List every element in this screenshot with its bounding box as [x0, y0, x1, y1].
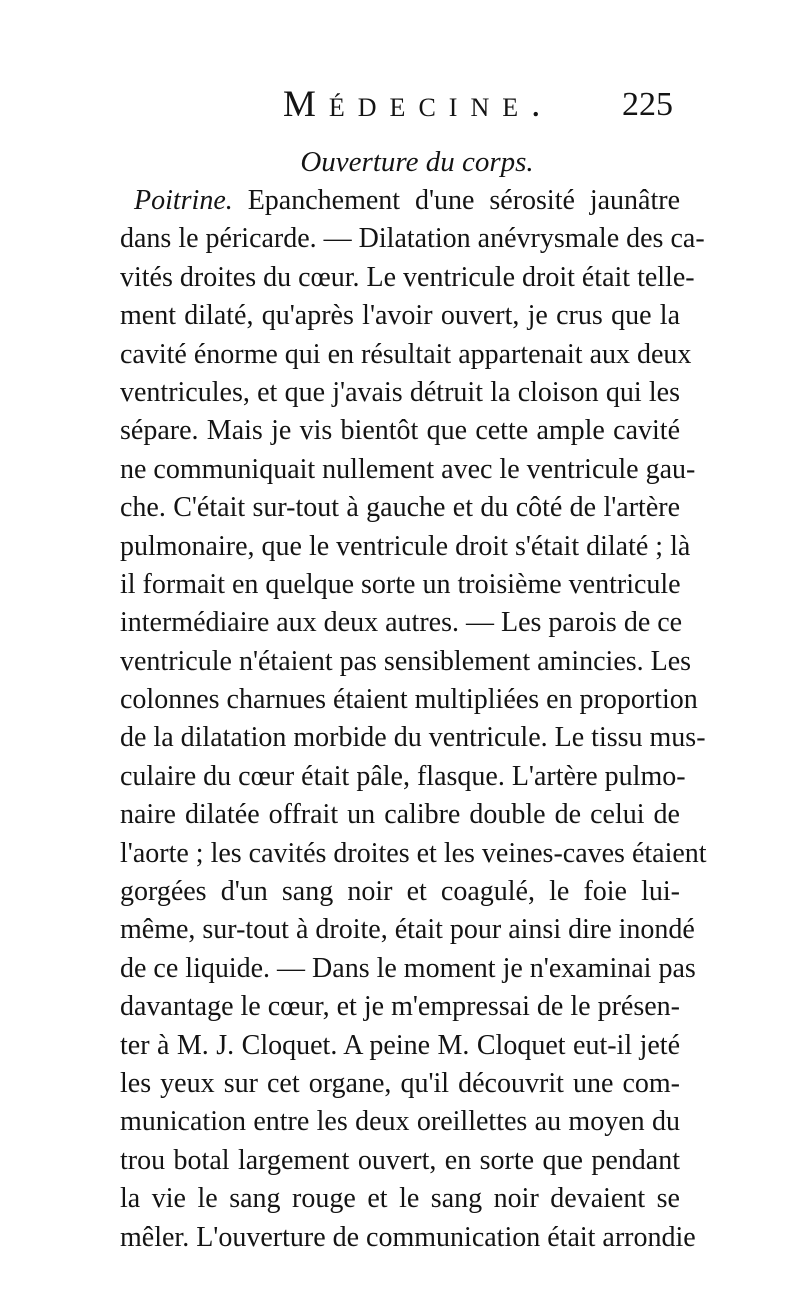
text-line: de la dilatation morbide du ventricule. Le tissu mus- — [120, 722, 706, 754]
text-line: mêler. L'ouverture de communication était arrondie — [120, 1221, 696, 1253]
text-line: intermédiaire aux deux autres. — Les parois de ce — [120, 607, 683, 639]
page-number: 225 — [622, 86, 673, 123]
text-line: ne communiquait nullement avec le ventricule gau- — [120, 453, 696, 485]
text-line: trou botal largement ouvert, en sorte que pendant — [120, 1144, 680, 1176]
text-line: il formait en quelque sorte un troisième ventricule — [120, 568, 681, 600]
text-line: naire dilatée offrait un calibre double de celui de — [120, 799, 680, 831]
text-line: la vie le sang rouge et le sang noir devaient se — [120, 1183, 680, 1215]
text-line: cavité énorme qui en résultait appartenait aux deux — [120, 338, 692, 370]
text-line: davantage le cœur, et je m'empressai de le présen- — [120, 991, 680, 1023]
text-line: che. C'était sur-tout à gauche et du côté de l'artère — [120, 492, 680, 524]
text-line: de ce liquide. — Dans le moment je n'examinai pas — [120, 952, 696, 984]
text-line: vités droites du cœur. Le ventricule droit était telle- — [120, 261, 695, 293]
text-line: gorgées d'un sang noir et coagulé, le foie lui- — [120, 876, 680, 908]
text-line: ventricules, et que j'avais détruit la cloison qui les — [120, 376, 680, 408]
text-line: ventricule n'étaient pas sensiblement amincies. Les — [120, 645, 692, 677]
running-title: Médecine. — [283, 84, 554, 125]
text-line: munication entre les deux oreillettes au moyen du — [120, 1106, 680, 1138]
text-line: pulmonaire, que le ventricule droit s'était dilaté ; là — [120, 530, 691, 562]
text-line — [120, 182, 680, 220]
text-line: les yeux sur cet organe, qu'il découvrit une com- — [120, 1067, 680, 1099]
text-line: dans le péricarde. — Dilatation anévrysmale des ca- — [120, 223, 705, 255]
section-title: Ouverture du corps. — [300, 146, 534, 178]
text-line: sépare. Mais je vis bientôt que cette ample cavité — [120, 415, 680, 447]
body-text — [120, 182, 707, 1257]
text-line: l'aorte ; les cavités droites et les veines-caves étaient — [120, 837, 707, 869]
text-line-rest: Epanchement d'une sérosité jaunâtre — [232, 185, 680, 216]
text-line: ment dilaté, qu'après l'avoir ouvert, je crus que la — [120, 300, 680, 332]
running-head — [0, 80, 800, 130]
lead-word: Poitrine. — [134, 185, 233, 216]
text-line: culaire du cœur était pâle, flasque. L'artère pulmo- — [120, 760, 686, 792]
text-line: même, sur-tout à droite, était pour ainsi dire inondé — [120, 914, 695, 946]
text-line: colonnes charnues étaient multipliées en proportion — [120, 684, 698, 716]
text-line: ter à M. J. Cloquet. A peine M. Cloquet eut-il jeté — [120, 1029, 680, 1061]
